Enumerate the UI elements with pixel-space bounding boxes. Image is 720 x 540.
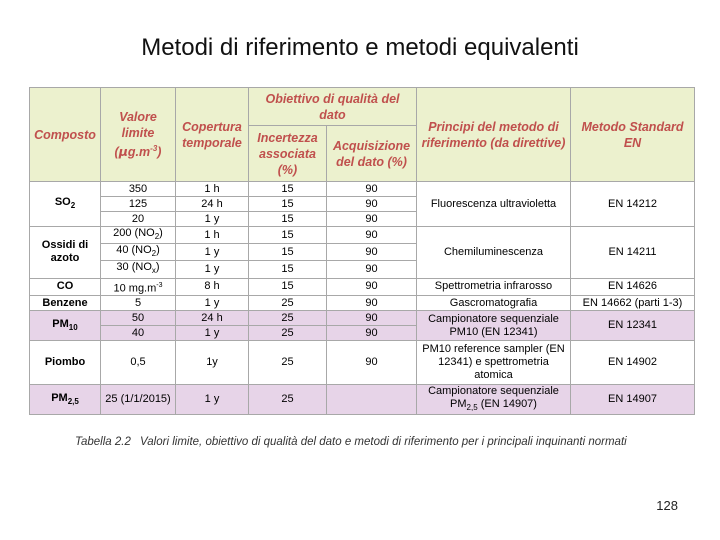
cell-standard: EN 14211 [571, 227, 695, 279]
composto-co: CO [30, 278, 101, 296]
cell-acquisizione: 90 [327, 212, 417, 227]
cell-copertura: 1 y [176, 326, 249, 341]
caption-label: Tabella 2.2 [75, 436, 131, 448]
cell-incertezza: 15 [249, 182, 327, 197]
cell-copertura: 24 h [176, 311, 249, 326]
page-number: 128 [656, 498, 678, 513]
cell-valore: 10 $mg.m^{-3}$ [101, 278, 176, 296]
cell-acquisizione: 90 [327, 261, 417, 278]
cell-incertezza: 15 [249, 261, 327, 278]
cell-valore: 350 [101, 182, 176, 197]
table-caption [75, 436, 695, 448]
cell-acquisizione: 90 [327, 182, 417, 197]
cell-acquisizione [327, 385, 417, 415]
cell-copertura: 1 y [176, 385, 249, 415]
table-row [30, 296, 695, 311]
composto-benzene: Benzene [30, 296, 101, 311]
table-row [30, 341, 695, 385]
cell-incertezza: 25 [249, 311, 327, 326]
cell-principio: Campionatore sequenziale PM10 (EN 12341) [417, 311, 571, 341]
cell-acquisizione: 90 [327, 326, 417, 341]
cell-incertezza: 15 [249, 244, 327, 261]
cell-acquisizione: 90 [327, 278, 417, 296]
table-row [30, 278, 695, 296]
slide-title: Metodi di riferimento e metodi equivalenti [141, 34, 579, 61]
cell-incertezza: 15 [249, 278, 327, 296]
cell-copertura: 1y [176, 341, 249, 385]
cell-standard: EN 14662 (parti 1-3) [571, 296, 695, 311]
cell-principio: Fluorescenza ultravioletta [417, 182, 571, 227]
cell-valore: 25 (1/1/2015) [101, 385, 176, 415]
composto-ossidi-di-azoto: Ossidi di azoto [30, 227, 101, 279]
cell-copertura: 1 h [176, 227, 249, 244]
cell-copertura: 24 h [176, 197, 249, 212]
cell-copertura: 1 y [176, 261, 249, 278]
cell-incertezza: 25 [249, 296, 327, 311]
cell-valore: 200 $(NO_2)$ [101, 227, 176, 244]
cell-standard: EN 12341 [571, 311, 695, 341]
composto-pm10: $PM_{10}$ [30, 311, 101, 341]
header-acquisizione: Acquisizione del dato (%) [327, 126, 417, 182]
header-principi: Principi del metodo di riferimento (da direttive) [417, 88, 571, 182]
cell-valore: 5 [101, 296, 176, 311]
cell-valore: 0,5 [101, 341, 176, 385]
cell-acquisizione: 90 [327, 227, 417, 244]
cell-principio: Gascromatografia [417, 296, 571, 311]
table-row [30, 385, 695, 415]
cell-incertezza: 15 [249, 212, 327, 227]
cell-principio: Spettrometria infrarosso [417, 278, 571, 296]
reference-methods-table-wrap [29, 87, 694, 415]
header-copertura: Copertura temporale [176, 88, 249, 182]
header-obiettivo: Obiettivo di qualità del dato [249, 88, 417, 126]
caption-text: Valori limite, obiettivo di qualità del dato e metodi di riferimento per i principali inquinanti normati [140, 436, 627, 448]
cell-copertura: 1 y [176, 212, 249, 227]
table-row [30, 182, 695, 197]
table-row [30, 227, 695, 244]
cell-valore: 125 [101, 197, 176, 212]
cell-standard: EN 14902 [571, 341, 695, 385]
cell-standard: EN 14907 [571, 385, 695, 415]
header-standard: Metodo Standard EN [571, 88, 695, 182]
cell-copertura: 1 h [176, 182, 249, 197]
cell-incertezza: 15 [249, 197, 327, 212]
cell-incertezza: 25 [249, 385, 327, 415]
cell-acquisizione: 90 [327, 197, 417, 212]
reference-methods-table [29, 87, 695, 415]
cell-valore: 40 [101, 326, 176, 341]
cell-acquisizione: 90 [327, 296, 417, 311]
cell-acquisizione: 90 [327, 244, 417, 261]
cell-incertezza: 15 [249, 227, 327, 244]
cell-valore: 50 [101, 311, 176, 326]
cell-copertura: 8 h [176, 278, 249, 296]
cell-principio: PM10 reference sampler (EN 12341) e spettrometria atomica [417, 341, 571, 385]
cell-acquisizione: 90 [327, 341, 417, 385]
cell-valore: 30 $(NO_x)$ [101, 261, 176, 278]
cell-valore: 20 [101, 212, 176, 227]
cell-acquisizione: 90 [327, 311, 417, 326]
cell-copertura: 1 y [176, 296, 249, 311]
header-valore-limite: Valore limite $(\mu g.m^{-3})$ [101, 88, 176, 182]
cell-valore: 40 $(NO_2)$ [101, 244, 176, 261]
table-row [30, 311, 695, 326]
cell-copertura: 1 y [176, 244, 249, 261]
composto-piombo: Piombo [30, 341, 101, 385]
cell-principio: Chemiluminescenza [417, 227, 571, 279]
header-composto: Composto [30, 88, 101, 182]
header-incertezza: Incertezza associata (%) [249, 126, 327, 182]
cell-principio: Campionatore sequenziale $PM_{2,5}$ (EN 14907) [417, 385, 571, 415]
cell-incertezza: 25 [249, 341, 327, 385]
cell-incertezza: 25 [249, 326, 327, 341]
composto-pm25: $PM_{2,5}$ [30, 385, 101, 415]
composto-so2: $SO_2$ [30, 182, 101, 227]
cell-standard: EN 14626 [571, 278, 695, 296]
cell-standard: EN 14212 [571, 182, 695, 227]
